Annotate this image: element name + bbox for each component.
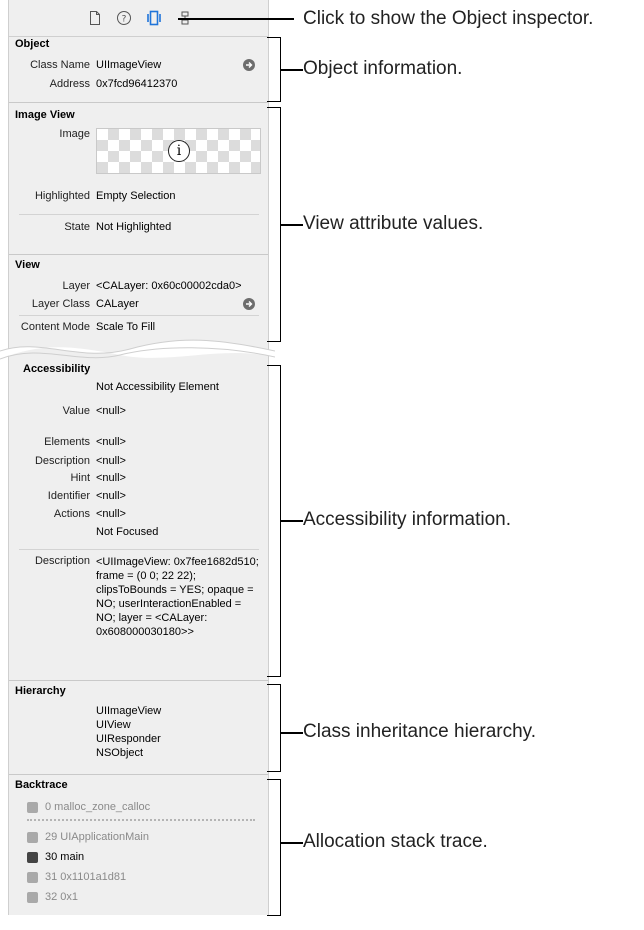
value-label: Value <box>62 405 90 417</box>
section-divider <box>9 254 268 255</box>
state-label: State <box>64 221 90 233</box>
gear-icon <box>27 802 38 813</box>
callout-bracket <box>267 37 281 102</box>
hierarchy-class: NSObject <box>96 747 144 759</box>
svg-text:?: ? <box>121 14 127 25</box>
callout-object-inspector: Click to show the Object inspector. <box>303 8 594 29</box>
callout-tick <box>281 732 303 734</box>
view-section-title: View <box>15 259 40 271</box>
object-inspector-icon[interactable] <box>146 10 162 26</box>
callout-view-attributes: View attribute values. <box>303 213 484 234</box>
section-divider <box>9 774 268 775</box>
object-section-title: Object <box>15 38 50 50</box>
accessibility-element-value: Not Accessibility Element <box>96 381 219 393</box>
go-to-class-icon[interactable] <box>243 59 255 71</box>
backtrace-section-title: Backtrace <box>15 779 68 791</box>
row-separator <box>19 315 259 316</box>
elements-value: <null> <box>96 436 126 448</box>
class-name-label: Class Name <box>30 59 90 71</box>
hint-value: <null> <box>96 472 126 484</box>
inspector-panel <box>8 0 269 915</box>
backtrace-frame[interactable]: 29 UIApplicationMain <box>27 831 149 843</box>
hierarchy-section-title: Hierarchy <box>15 685 66 697</box>
address-label: Address <box>49 78 90 90</box>
image-well[interactable] <box>96 128 261 174</box>
layer-value: <CALayer: 0x60c00002cda0> <box>96 280 242 292</box>
identifier-label: Identifier <box>47 490 90 502</box>
description-label: Description <box>34 455 90 467</box>
callout-allocation: Allocation stack trace. <box>303 831 488 852</box>
long-description-label: Description <box>34 555 90 567</box>
content-mode-label: Content Mode <box>20 321 90 333</box>
actions-value: <null> <box>96 508 126 520</box>
section-break <box>0 335 275 365</box>
callout-bracket <box>267 365 281 677</box>
state-value: Not Highlighted <box>96 221 172 233</box>
collapsed-frames-separator <box>27 819 255 821</box>
hierarchy-class: UIImageView <box>96 705 162 717</box>
backtrace-frame[interactable]: 31 0x1101a1d81 <box>27 871 126 883</box>
callout-tick <box>281 224 303 226</box>
image-label: Image <box>59 128 90 140</box>
actions-label: Actions <box>53 508 90 520</box>
gear-icon <box>27 872 38 883</box>
callout-accessibility-info: Accessibility information. <box>303 509 512 530</box>
file-icon[interactable] <box>87 10 103 26</box>
hierarchy-class: UIResponder <box>96 733 161 745</box>
row-separator <box>19 549 259 550</box>
user-icon <box>27 852 38 863</box>
value-value: <null> <box>96 405 126 417</box>
callout-line <box>178 18 294 20</box>
callout-bracket <box>267 684 281 772</box>
callout-bracket <box>267 779 281 916</box>
description-value: <null> <box>96 455 126 467</box>
layer-class-value: CALayer <box>96 298 139 310</box>
section-divider <box>9 680 268 681</box>
content-mode-value: Scale To Fill <box>96 321 156 333</box>
elements-label: Elements <box>44 436 90 448</box>
image-view-section-title: Image View <box>15 109 75 121</box>
layer-class-label: Layer Class <box>31 298 90 310</box>
identifier-value: <null> <box>96 490 126 502</box>
long-description-value: <UIImageView: 0x7fee1682d510; frame = (0 0; 22 22); clipsToBounds = YES; opaque = NO; userInteractionEnabled = NO; layer = <CALayer: 0x608000030180>> <box>96 556 259 638</box>
go-to-layer-class-icon[interactable] <box>243 298 255 310</box>
hierarchy-class: UIView <box>96 719 131 731</box>
section-divider <box>9 102 268 103</box>
callout-class-hierarchy: Class inheritance hierarchy. <box>303 721 537 742</box>
callout-tick <box>281 520 303 522</box>
callout-bracket <box>267 107 281 342</box>
accessibility-section-title: Accessibility <box>23 363 91 375</box>
backtrace-frame[interactable]: 0 malloc_zone_calloc <box>27 801 150 813</box>
highlighted-value: Empty Selection <box>96 190 176 202</box>
building-icon <box>27 892 38 903</box>
backtrace-frame[interactable]: 32 0x1 <box>27 891 78 903</box>
help-icon[interactable] <box>116 10 132 26</box>
address-value: 0x7fcd96412370 <box>96 78 178 90</box>
layer-label: Layer <box>62 280 90 292</box>
cup-icon <box>27 832 38 843</box>
backtrace-frame[interactable]: 30 main <box>27 851 84 863</box>
class-name-value: UIImageView <box>96 59 162 71</box>
hint-label: Hint <box>70 472 90 484</box>
info-icon: i <box>168 140 190 162</box>
callout-tick <box>281 69 303 71</box>
callout-object-info: Object information. <box>303 58 463 79</box>
focus-value: Not Focused <box>96 526 159 538</box>
callout-tick <box>281 842 303 844</box>
row-separator <box>19 214 259 215</box>
highlighted-label: Highlighted <box>34 190 90 202</box>
